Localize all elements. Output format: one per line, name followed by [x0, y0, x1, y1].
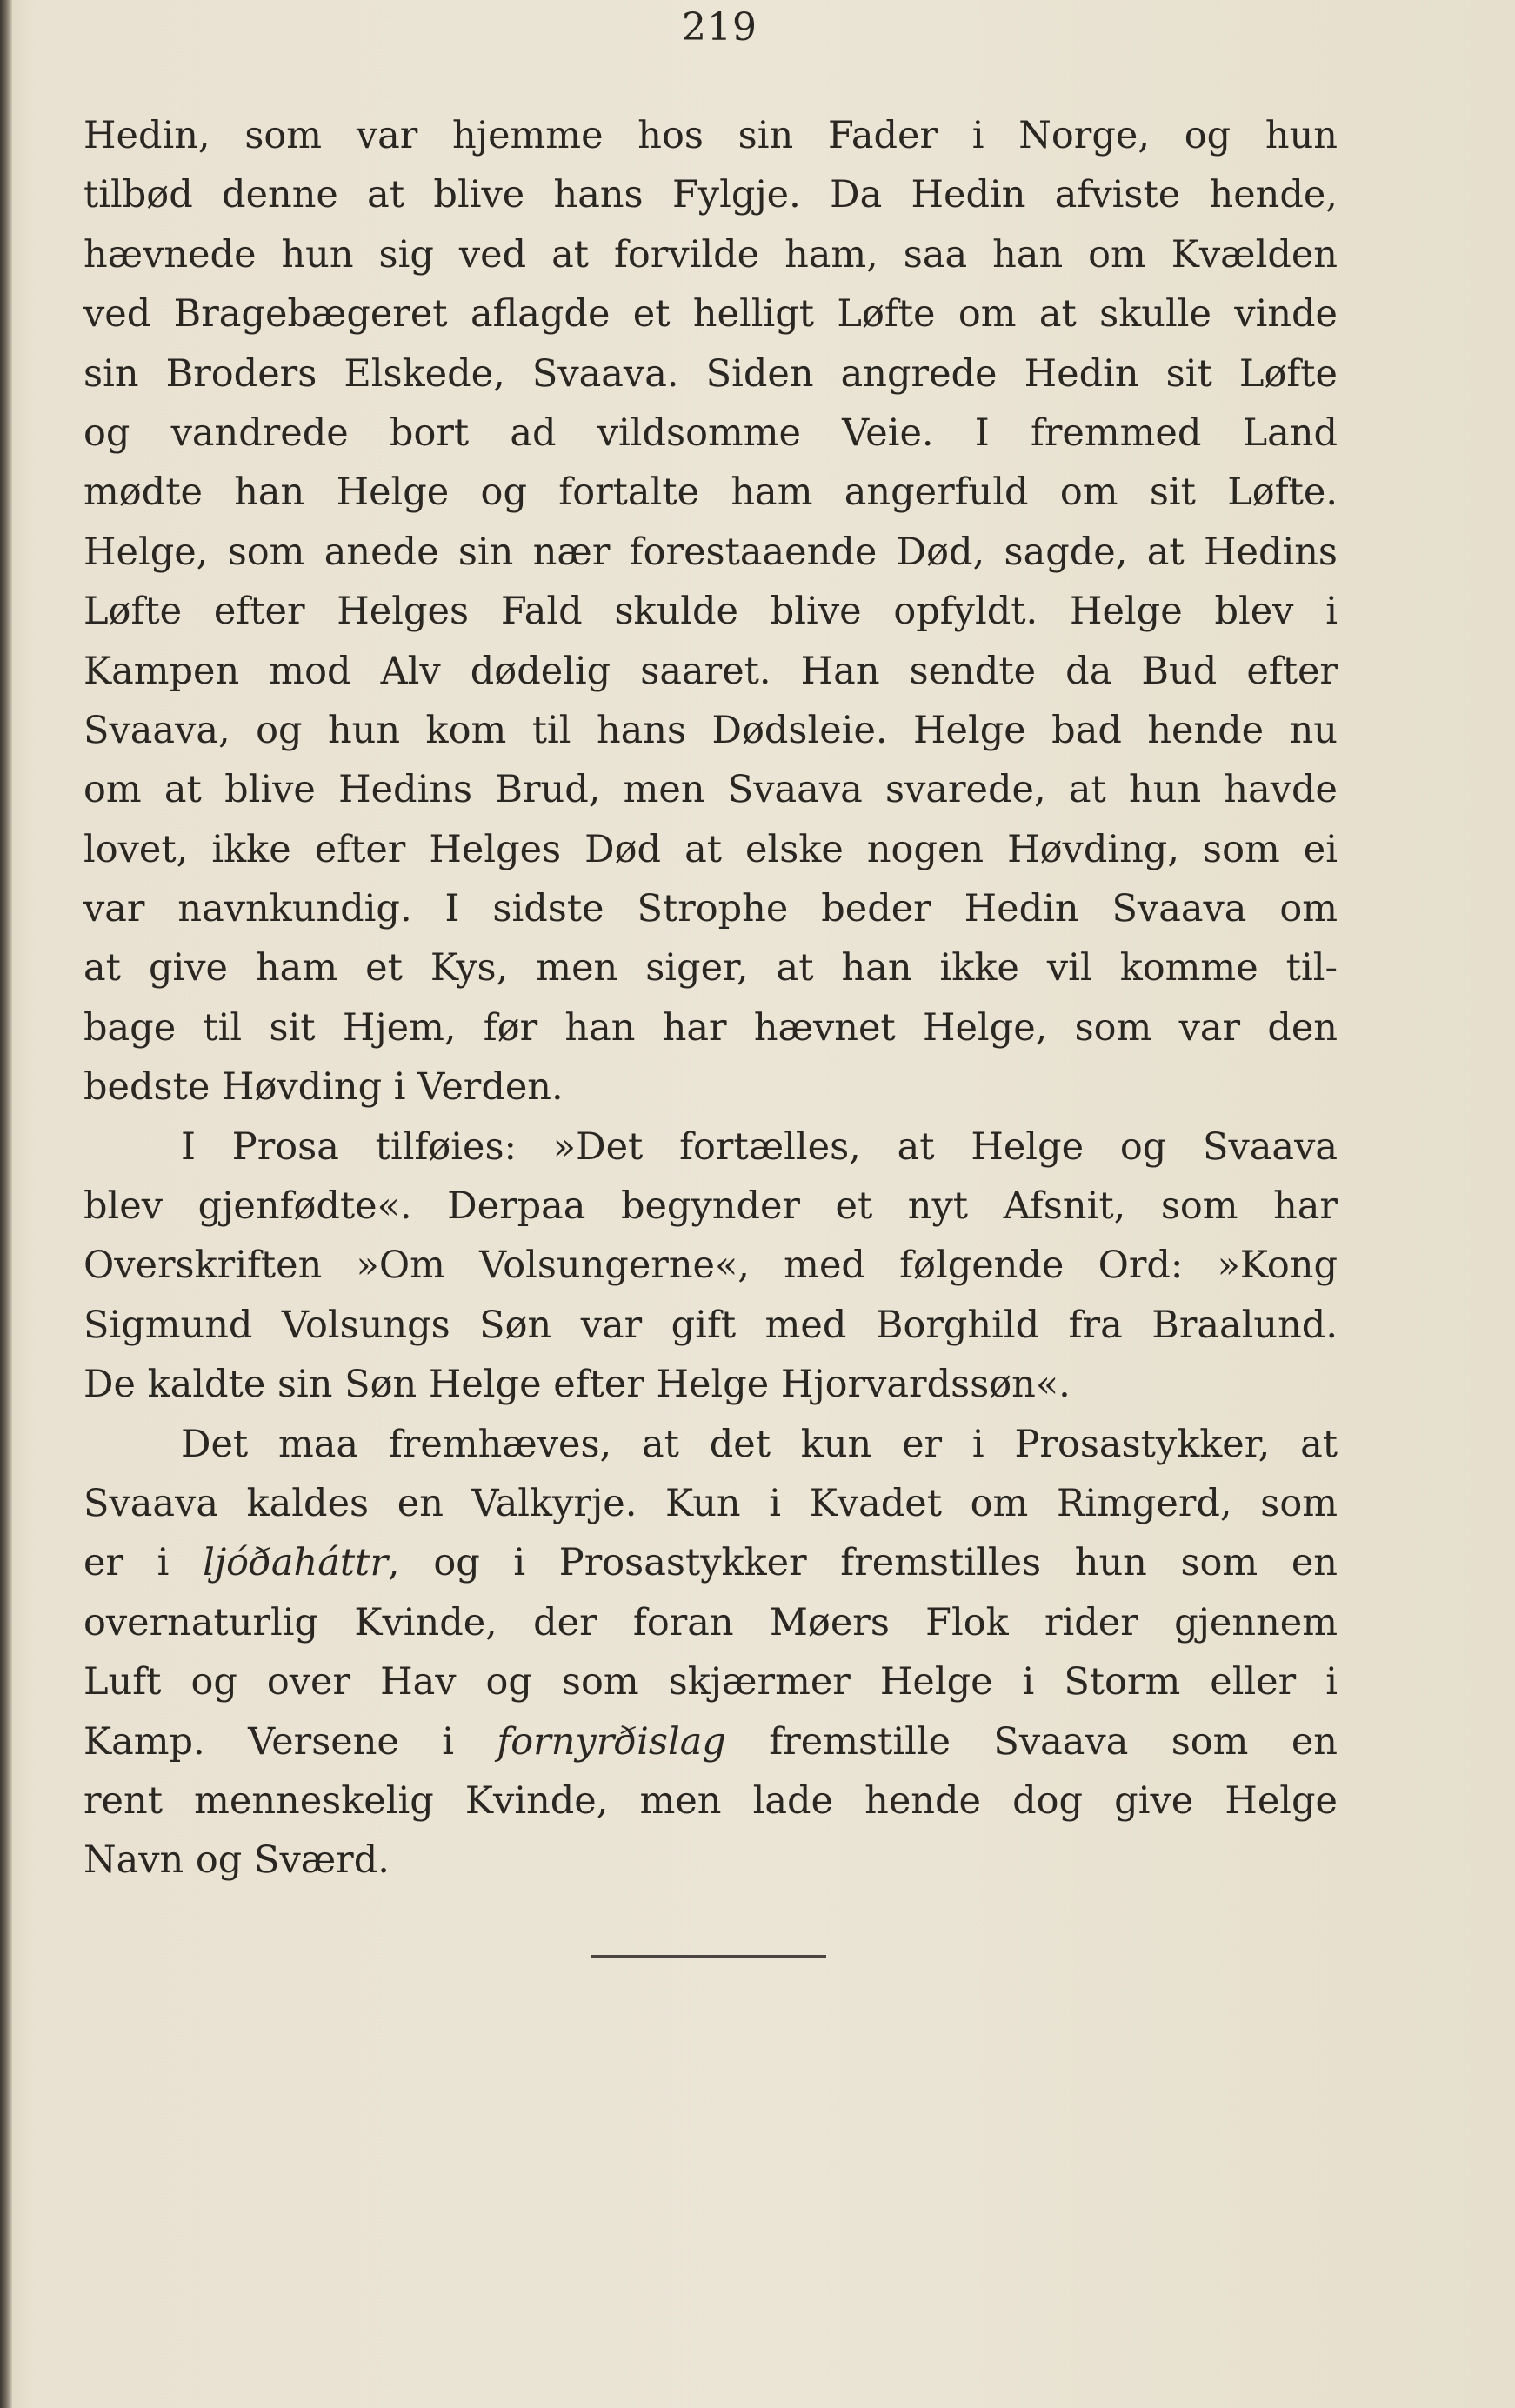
text-run: Kamp. Versene i	[83, 1719, 497, 1764]
text-line: I Prosa tilføies: »Det fortælles, at Helge og Svaava	[181, 1124, 1338, 1169]
page-number: 219	[682, 5, 758, 50]
paragraph-1	[83, 106, 1338, 1117]
text-line: var navnkundig. I sidste Strophe beder Hedin Svaava om	[83, 887, 1338, 931]
text-run: overnaturlig Kvinde, der foran Møers Flok rider gjennem	[83, 1600, 1338, 1644]
text-run: Luft og over Hav og som skjærmer Helge i Storm eller i	[83, 1660, 1338, 1704]
paragraph-3	[83, 1415, 1338, 1891]
paragraph-2	[83, 1117, 1338, 1415]
text-run: rent menneskelig Kvinde, men lade hende dog give Helge	[83, 1778, 1338, 1823]
text-line: Sigmund Volsungs Søn var gift med Borghild fra Braalund.	[83, 1303, 1338, 1347]
text-run: er i	[83, 1541, 204, 1585]
text-run: Svaava kaldes en Valkyrje. Kun i Kvadet om Rimgerd, som	[83, 1481, 1338, 1525]
section-divider	[591, 1955, 826, 1958]
text-line: Overskriften »Om Volsungerne«, med følgende Ord: »Kong	[83, 1244, 1338, 1288]
text-line: sin Broders Elskede, Svaava. Siden angrede Hedin sit Løfte	[83, 351, 1338, 396]
text-line: De kaldte sin Søn Helge efter Helge Hjorvardssøn«.	[83, 1363, 1071, 1407]
text-run: , og i Prosastykker fremstilles hun som en	[388, 1541, 1338, 1585]
text-line	[83, 1474, 1338, 1533]
text-line	[83, 1771, 1338, 1831]
text-line: Svaava, og hun kom til hans Dødsleie. Helge bad hende nu	[83, 708, 1338, 752]
text-line: om at blive Hedins Brud, men Svaava svarede, at hun havde	[83, 768, 1338, 812]
text-run: Navn og Sværd.	[83, 1838, 390, 1883]
text-line: bage til sit Hjem, før han har hævnet Helge, som var den	[83, 1005, 1338, 1050]
text-line: og vandrede bort ad vildsomme Veie. I fremmed Land	[83, 410, 1338, 455]
text-line	[83, 1593, 1338, 1652]
text-line: Helge, som anede sin nær forestaaende Død, sagde, at Hedins	[83, 530, 1338, 574]
text-line	[83, 1831, 1338, 1890]
text-line: tilbød denne at blive hans Fylgje. Da Hedin afviste hende,	[83, 173, 1338, 217]
text-line	[83, 1652, 1338, 1711]
text-line: hævnede hun sig ved at forvilde ham, saa han om Kvælden	[83, 232, 1338, 277]
text-line	[83, 1415, 1338, 1474]
italic-term: fornyrðislag	[497, 1719, 726, 1764]
italic-term: ljóðaháttr	[203, 1541, 389, 1585]
text-line: bedste Høvding i Verden.	[83, 1065, 564, 1110]
text-line: mødte han Helge og fortalte ham angerfuld om sit Løfte.	[83, 470, 1338, 515]
text-line	[83, 1712, 1338, 1771]
text-run: Det maa fremhæves, at det kun er i Prosastykker, at	[181, 1422, 1338, 1466]
body-text	[83, 106, 1338, 1891]
text-line: ved Bragebægeret aflagde et helligt Løfte om at skulle vinde	[83, 292, 1338, 337]
text-line: lovet, ikke efter Helges Død at elske nogen Høvding, som ei	[83, 827, 1338, 871]
text-line: Løfte efter Helges Fald skulde blive opfyldt. Helge blev i	[83, 590, 1338, 634]
text-run: fremstille Svaava som en	[725, 1719, 1338, 1764]
text-line: Hedin, som var hjemme hos sin Fader i Norge, og hun	[83, 114, 1338, 157]
text-line: blev gjenfødte«. Derpaa begynder et nyt Afsnit, som har	[83, 1184, 1338, 1229]
binding-edge	[0, 0, 12, 2408]
text-line: Kampen mod Alv dødelig saaret. Han sendte da Bud efter	[83, 649, 1338, 693]
text-line: at give ham et Kys, men siger, at han ikke vil komme til-	[83, 946, 1338, 991]
text-line	[83, 1533, 1338, 1592]
